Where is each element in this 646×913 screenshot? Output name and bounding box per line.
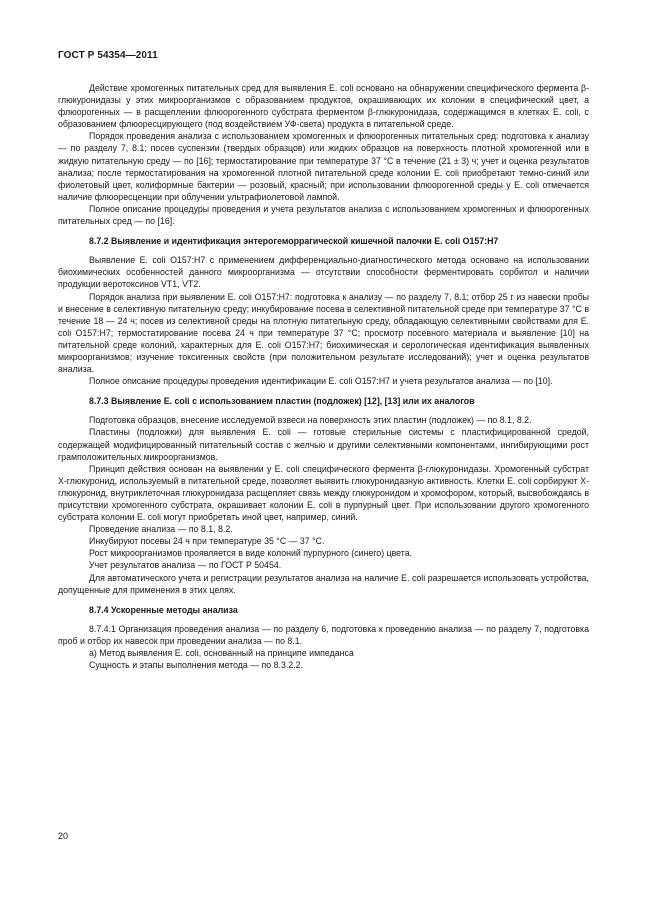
paragraph: Для автоматического учета и регистрации результатов анализа на наличие E. coli разрешается использовать устройства, допущенные для применения в этих целях. (58, 572, 589, 595)
section-heading-8-7-4: 8.7.4 Ускоренные методы анализа (89, 604, 238, 615)
paragraph: а) Метод выявления E. coli, основанный на принципе импеданса (89, 648, 354, 659)
paragraph: Проведение анализа — по 8.1, 8.2. (89, 524, 233, 535)
paragraph: 8.7.4.1 Организация проведения анализа — по разделу 6, подготовка к проведению анализа — по разделу 7, подготовка проб и отбор их навесок при проведении анализа — по 8.1. (58, 623, 589, 646)
paragraph: Инкубируют посевы 24 ч при температуре 35 °C — 37 °C. (89, 536, 325, 547)
paragraph: Принцип действия основан на выявлении у E. coli специфического фермента β-глюкуронидазы. Хромогенный субстрат X-глюкуронид, используемый в питательной среде, позволяет выявить глюкуронидазную активность. Клетки E. coli сорбируют X-глюкуронид, внутриклеточная глюкуронидаза расщепляет связь между глюкуронидом и хромофором, который, высвобождаясь в присутствии хромогенного субстрата, окрашивает колонии E. coli в пурпурный цвет. При использовании другого хромогенного субстрата колонии E. coli могут приобретать иной цвет, например, синий. (58, 463, 589, 523)
paragraph: Порядок анализа при выявлении E. coli O157:H7: подготовка к анализу — по разделу 7, 8.1; отбор 25 г из навески пробы и внесение в селективную питательную среду; инкубирование посева в селективной питательной среде при температуре 37 °C в течение 18 — 24 ч; посев из селективной среды на плотную питательную среду, обладающую селективными свойствами для E. coli O157:H7; термостатирование посева 24 ч при температуре 37 °C; просмотр посевного материала и выявление [10] на питательной среде колоний, характерных для E. coli O157:H7; биохимическая и серологическая идентификация выявленных микроорганизмов; изучение токсигенных свойств (при положительном результате исследований); учет и оценка результатов анализа. (58, 291, 589, 375)
paragraph: Подготовка образцов, внесение исследуемой взвеси на поверхность этих пластин (подложек) — по 8.1, 8.2. (89, 415, 532, 426)
paragraph: Сущность и этапы выполнения метода — по 8.3.2.2. (89, 660, 303, 671)
page-number: 20 (58, 831, 69, 841)
paragraph: Рост микроорганизмов проявляется в виде колоний пурпурного (синего) цвета. (89, 548, 413, 559)
paragraph: Действие хромогенных питательных сред для выявления E. coli основано на обнаружении специфического фермента β-глюкуронидазы у этих микроорганизмов с образованием продуктов, окрашивающих их колонии в специфический цвет, а флюорогенных — в расщеплении флюорогенного субстрата ферментом β-глюкуронидаза, содержащимся в клетках E. coli, с образованием флюоресцирующего (под воздействием УФ-света) продукта в питательной среде. (58, 83, 589, 130)
paragraph: Полное описание процедуры проведения и учета результатов анализа с использованием хромогенных и флюорогенных питательных сред — по [16]. (58, 203, 589, 227)
paragraph: Полное описание процедуры проведения идентификации E. coli O157:H7 и учета результатов анализа — по [10]. (89, 376, 553, 387)
paragraph: Пластины (подложки) для выявления E. coli — готовые стерильные системы с пластифицированной средой, содержащей модифицированный питательный состав с желчью и другими селективными компонентами, ингибирующими рост грамположительных микроорганизмов. (58, 427, 589, 462)
document-body (58, 82, 589, 671)
paragraph: Порядок проведения анализа с использованием хромогенных и флюорогенных питательных сред: подготовка к анализу — по разделу 7, 8.1; посев суспензии (твердых образцов) или жидких образцов на поверхность плотной хромогенной или в жидкую питательную среду — по [16]; термостатирование при температуре 37 °C в течение (21 ± 3) ч; учет и оценка результатов анализа; после термостатирования на хромогенной плотной питательной среде колонии E. coli приобретают темно-синий или фиолетовый цвет, колиформные бактерии — розовый, красный; при использовании флюорогенной среды у E. coli отмечается наличие флюоресценции при облучении ультрафиолетовой лампой. (58, 131, 589, 202)
paragraph: Выявление E. coli O157:H7 с применением дифференциально-диагностического метода основано на использовании биохимических особенностей данного микроорганизма — отсутствии способности ферментировать сорбитол и наличии продукции веротоксинов VT1, VT2. (58, 255, 589, 290)
paragraph: Учет результатов анализа — по ГОСТ Р 50454. (89, 560, 282, 571)
document-header: ГОСТ Р 54354—2011 (58, 50, 158, 61)
section-heading-8-7-2: 8.7.2 Выявление и идентификация энтерогеморрагической кишечной палочки E. coli O157:H7 (89, 236, 499, 247)
section-heading-8-7-3: 8.7.3 Выявление E. coli с использованием пластин (подложек) [12], [13] или их аналогов (89, 396, 475, 407)
